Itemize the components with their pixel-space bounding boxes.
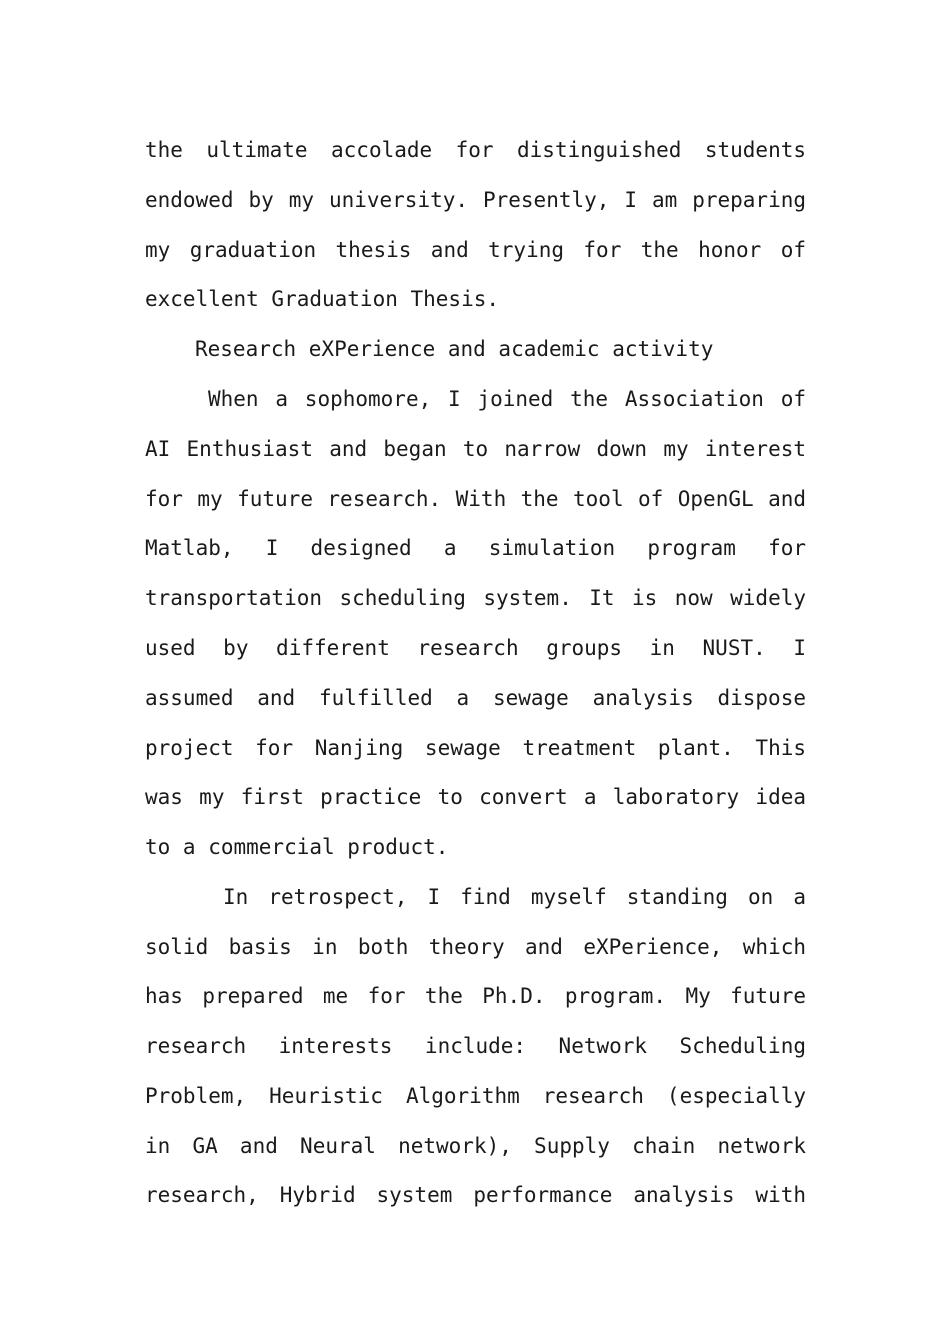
text-line: project for Nanjing sewage treatment plant. This xyxy=(145,736,806,760)
text-line: in GA and Neural network), Supply chain network xyxy=(145,1134,806,1158)
text-line: for my future research. With the tool of OpenGL and xyxy=(145,487,806,511)
text-line: endowed by my university. Presently, I am preparing xyxy=(145,188,806,212)
text-line: In retrospect, I find myself standing on a xyxy=(223,885,806,909)
text-line: research, Hybrid system performance analysis with xyxy=(145,1183,806,1207)
text-line: excellent Graduation Thesis. xyxy=(145,287,500,311)
text-line: was my first practice to convert a laboratory idea xyxy=(145,785,806,809)
text-line: AI Enthusiast and began to narrow down my interest xyxy=(145,437,806,461)
text-line: has prepared me for the Ph.D. program. My future xyxy=(145,984,806,1008)
text-line: my graduation thesis and trying for the honor of xyxy=(145,238,806,262)
text-line: solid basis in both theory and eXPerience, which xyxy=(145,935,806,959)
text-line: transportation scheduling system. It is now widely xyxy=(145,586,806,610)
text-line: Matlab, I designed a simulation program for xyxy=(145,536,806,560)
text-line: assumed and fulfilled a sewage analysis dispose xyxy=(145,686,806,710)
section-heading: Research eXPerience and academic activity xyxy=(195,337,714,361)
text-line: When a sophomore, I joined the Association of xyxy=(208,387,806,411)
text-line: research interests include: Network Scheduling xyxy=(145,1034,806,1058)
text-line: the ultimate accolade for distinguished students xyxy=(145,138,806,162)
text-line: Problem, Heuristic Algorithm research (especially xyxy=(145,1084,806,1108)
text-line: to a commercial product. xyxy=(145,835,449,859)
text-line: used by different research groups in NUST. I xyxy=(145,636,806,660)
